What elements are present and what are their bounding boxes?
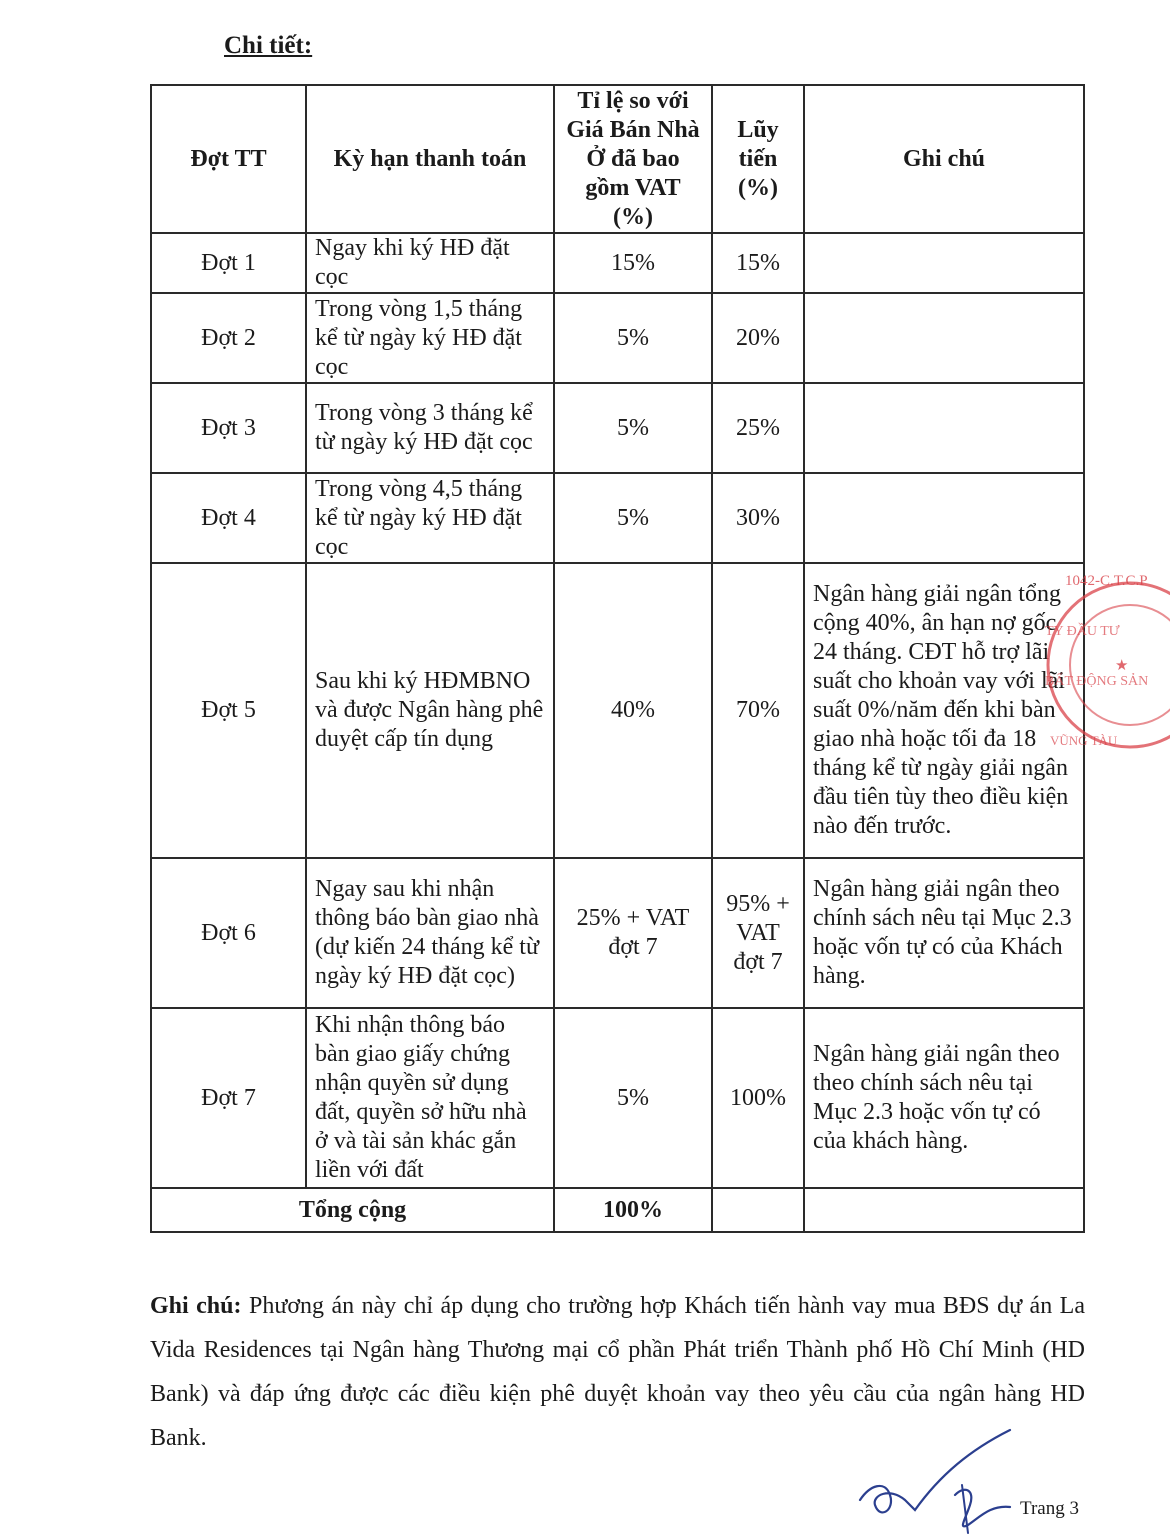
payment-schedule-table <box>150 84 1085 1233</box>
section-heading: Chi tiết: <box>224 32 313 59</box>
row-cumulative: 15% <box>712 233 804 293</box>
table-row <box>151 1008 1084 1188</box>
footnote-text: Phương án này chỉ áp dụng cho trường hợp Khách tiến hành vay mua BĐS dự án La Vida Residences tại Ngân hàng Thương mại cổ phần Phát triển Thành phố Hồ Chí Minh (HD Bank) và đáp ứng được các điều kiện phê duyệt khoản vay theo yêu cầu của ngân hàng HD Bank. <box>150 1293 1085 1451</box>
table-row <box>151 233 1084 293</box>
row-notes <box>804 293 1084 383</box>
row-cumulative: 70% <box>712 563 804 858</box>
row-term: Ngay khi ký HĐ đặt cọc <box>306 233 554 293</box>
header-cumulative: Lũy tiến (%) <box>712 85 804 233</box>
total-ratio: 100% <box>554 1188 712 1232</box>
row-ratio: 5% <box>554 1008 712 1188</box>
header-ratio: Tỉ lệ so với Giá Bán Nhà Ở đã bao gồm VAT (%) <box>554 85 712 233</box>
row-cumulative: 20% <box>712 293 804 383</box>
row-term: Sau khi ký HĐMBNO và được Ngân hàng phê duyệt cấp tín dụng <box>306 563 554 858</box>
header-term: Kỳ hạn thanh toán <box>306 85 554 233</box>
table-header-row <box>151 85 1084 233</box>
svg-text:TY ĐẦU TƯ: TY ĐẦU TƯ <box>1045 624 1120 639</box>
row-phase: Đợt 4 <box>151 473 306 563</box>
row-term: Trong vòng 4,5 tháng kể từ ngày ký HĐ đặt cọc <box>306 473 554 563</box>
row-ratio: 15% <box>554 233 712 293</box>
row-notes <box>804 383 1084 473</box>
table-row <box>151 383 1084 473</box>
row-ratio: 5% <box>554 473 712 563</box>
row-term: Trong vòng 3 tháng kể từ ngày ký HĐ đặt cọc <box>306 383 554 473</box>
total-notes <box>804 1188 1084 1232</box>
row-phase: Đợt 3 <box>151 383 306 473</box>
company-stamp <box>1035 555 1170 775</box>
row-phase: Đợt 2 <box>151 293 306 383</box>
row-notes <box>804 473 1084 563</box>
header-notes: Ghi chú <box>804 85 1084 233</box>
row-cumulative: 95% + VAT đợt 7 <box>712 858 804 1008</box>
row-notes <box>804 233 1084 293</box>
page-number: Trang 3 <box>1020 1498 1079 1519</box>
table-row <box>151 473 1084 563</box>
row-ratio: 5% <box>554 383 712 473</box>
signature <box>850 1425 1030 1535</box>
header-phase: Đợt TT <box>151 85 306 233</box>
row-term: Khi nhận thông báo bàn giao giấy chứng nhận quyền sử dụng đất, quyền sở hữu nhà ở và tài sản khác gắn liền với đất <box>306 1008 554 1188</box>
svg-text:BẤT ĐỘNG SẢN: BẤT ĐỘNG SẢN <box>1045 674 1149 689</box>
table-row <box>151 293 1084 383</box>
table-row <box>151 858 1084 1008</box>
row-phase: Đợt 5 <box>151 563 306 858</box>
row-cumulative: 25% <box>712 383 804 473</box>
row-cumulative: 100% <box>712 1008 804 1188</box>
row-phase: Đợt 1 <box>151 233 306 293</box>
row-phase: Đợt 6 <box>151 858 306 1008</box>
row-notes: Ngân hàng giải ngân tổng cộng 40%, ân hạn nợ gốc 24 tháng. CĐT hỗ trợ lãi suất cho khoản vay với lãi suất 0%/năm đến khi bàn giao nhà hoặc tối đa 18 tháng kể từ ngày giải ngân đầu tiên tùy theo điều kiện nào đến trước. <box>804 563 1084 858</box>
svg-text:1042-C.T.C.P: 1042-C.T.C.P <box>1065 573 1148 589</box>
table-total-row <box>151 1188 1084 1232</box>
footnote-label: Ghi chú: <box>150 1293 242 1319</box>
row-ratio: 25% + VAT đợt 7 <box>554 858 712 1008</box>
svg-text:VŨNG TÀU: VŨNG TÀU <box>1050 733 1118 748</box>
table-row <box>151 563 1084 858</box>
row-ratio: 40% <box>554 563 712 858</box>
total-label: Tổng cộng <box>151 1188 554 1232</box>
total-cumulative <box>712 1188 804 1232</box>
row-term: Trong vòng 1,5 tháng kể từ ngày ký HĐ đặt cọc <box>306 293 554 383</box>
row-term: Ngay sau khi nhận thông báo bàn giao nhà (dự kiến 24 tháng kể từ ngày ký HĐ đặt cọc) <box>306 858 554 1008</box>
row-notes: Ngân hàng giải ngân theo chính sách nêu tại Mục 2.3 hoặc vốn tự có của Khách hàng. <box>804 858 1084 1008</box>
row-notes: Ngân hàng giải ngân theo theo chính sách nêu tại Mục 2.3 hoặc vốn tự có của khách hàng. <box>804 1008 1084 1188</box>
svg-text:★: ★ <box>1115 658 1129 674</box>
row-phase: Đợt 7 <box>151 1008 306 1188</box>
row-ratio: 5% <box>554 293 712 383</box>
row-cumulative: 30% <box>712 473 804 563</box>
